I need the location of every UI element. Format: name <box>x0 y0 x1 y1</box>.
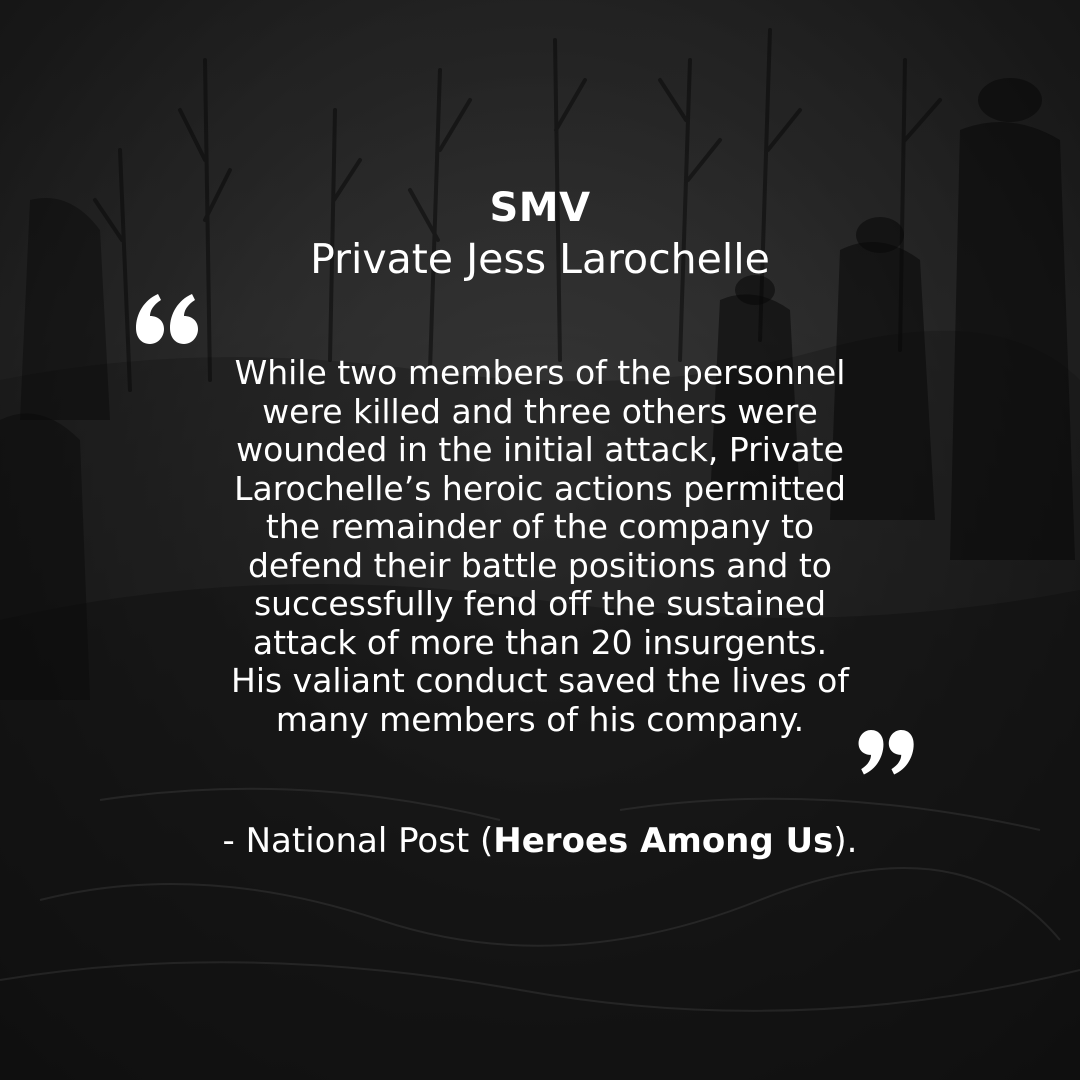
quote-line: Larochelle’s heroic actions permitted <box>234 468 846 508</box>
quote-line: wounded in the initial attack, Private <box>236 430 844 469</box>
quote-line: attack of more than 20 insurgents. <box>252 622 828 662</box>
open-quote-icon <box>136 290 200 344</box>
person-name: Private Jess Larochelle <box>310 235 770 283</box>
quote-line: While two members of the personnel <box>234 353 846 392</box>
quote-line: many members of his company. <box>275 699 805 739</box>
attribution <box>0 819 1080 863</box>
attribution-suffix: ). <box>833 821 858 861</box>
quote-line: His valiant conduct saved the lives of <box>231 661 849 700</box>
attribution-prefix: - National Post ( <box>222 821 494 861</box>
close-quote-icon <box>858 730 916 778</box>
attribution-source: Heroes Among Us <box>493 821 834 861</box>
quote-line: the remainder of the company to <box>265 507 815 546</box>
quote-line: successfully fend off the sustained <box>253 584 827 623</box>
quote-line: defend their battle positions and to <box>247 545 832 585</box>
quote-text <box>140 354 940 739</box>
page-title: SMV <box>489 185 591 231</box>
quote-line: were killed and three others were <box>262 391 818 431</box>
